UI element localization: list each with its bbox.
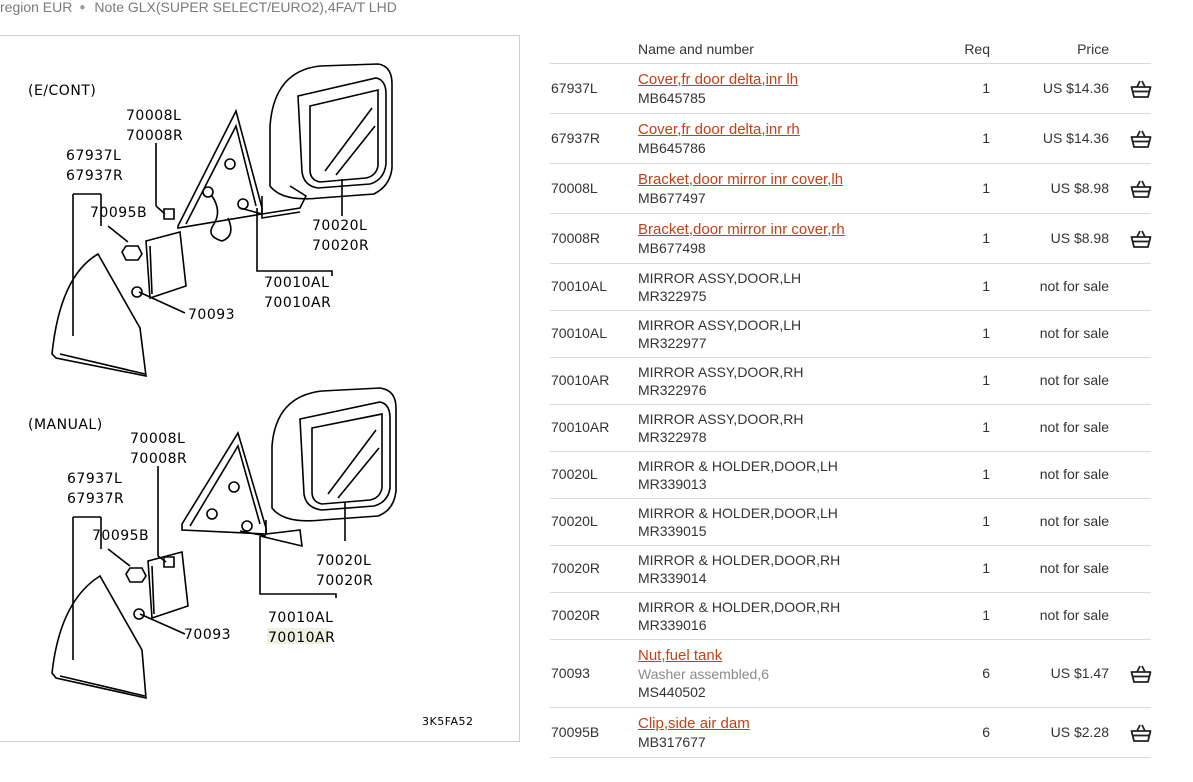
table-row [550,164,1151,214]
part-price: not for sale [1039,607,1109,623]
basket-icon[interactable] [1130,664,1152,686]
part-name-cell [638,647,769,701]
callout-70020R[interactable]: 70020R [312,238,370,254]
table-row [550,546,1151,593]
part-req: 1 [982,79,990,96]
header-price: Price [1077,41,1109,57]
part-req: 1 [982,278,990,294]
part-name-cell [638,171,843,207]
table-body [550,64,1151,758]
part-req: 6 [982,723,990,740]
part-name: MIRROR & HOLDER,DOOR,RH [638,552,841,568]
part-price: US $2.28 [1050,723,1109,740]
callout-67937L[interactable]: 67937L [67,471,123,487]
part-req: 1 [982,179,990,196]
part-number: MR322976 [638,382,707,398]
part-note: Washer assembled,6 [638,665,769,682]
part-number: MR339013 [638,476,707,492]
table-row [550,499,1151,546]
part-code[interactable]: 70020L [551,466,598,482]
part-code[interactable]: 70008R [551,229,601,246]
part-name-link[interactable]: Cover,fr door delta,inr lh [638,70,799,88]
part-name-link[interactable]: Nut,fuel tank [638,646,723,664]
part-price: US $8.98 [1050,229,1109,246]
part-price: not for sale [1039,560,1109,576]
part-name: MIRROR & HOLDER,DOOR,LH [638,505,838,521]
basket-icon[interactable] [1130,179,1152,201]
part-req: 1 [982,325,990,341]
table-row [550,593,1151,640]
part-number: MR339016 [638,617,707,633]
callout-70095B[interactable]: 70095B [92,528,150,544]
callout-70008R[interactable]: 70008R [126,128,184,144]
part-name-cell [638,457,838,493]
table-row [550,264,1151,311]
part-req: 1 [982,560,990,576]
part-code[interactable]: 70008L [551,179,598,196]
table-row [550,311,1151,358]
basket-icon[interactable] [1130,229,1152,251]
part-code[interactable]: 70095B [551,723,600,740]
part-number: MB317677 [638,733,706,750]
diagram-drawing [0,36,519,741]
part-name: MIRROR ASSY,DOOR,LH [638,270,802,286]
part-name-cell [638,316,801,352]
callout-70010AR[interactable]: 70010AR [268,630,336,646]
dot-icon: ● [79,2,86,14]
part-price: US $14.36 [1042,79,1109,96]
part-name-cell [638,121,800,157]
part-number: MB645785 [638,89,706,106]
part-req: 1 [982,466,990,482]
part-price: not for sale [1039,372,1109,388]
table-row [550,114,1151,164]
part-req: 1 [982,372,990,388]
part-price: US $8.98 [1050,179,1109,196]
part-number: MS440502 [638,683,706,700]
part-name-cell [638,715,750,751]
part-price: not for sale [1039,278,1109,294]
basket-icon[interactable] [1130,79,1152,101]
part-code[interactable]: 70020L [551,513,598,529]
part-number: MR322977 [638,335,707,351]
part-name-cell [638,71,798,107]
callout-70020R[interactable]: 70020R [316,573,374,589]
part-name-cell [638,221,845,257]
part-name-cell [638,410,803,446]
part-req: 1 [982,129,990,146]
header-name: Name and number [638,41,754,57]
part-name-link[interactable]: Bracket,door mirror inr cover,rh [638,220,845,238]
part-price: US $14.36 [1042,129,1109,146]
part-number: MB645786 [638,139,706,156]
part-code[interactable]: 70010AR [551,419,610,435]
part-name-link[interactable]: Clip,side air dam [638,714,750,732]
part-name-cell [638,598,840,634]
part-price: US $1.47 [1050,664,1109,681]
part-name: MIRROR & HOLDER,DOOR,LH [638,458,838,474]
table-row [550,405,1151,452]
part-code[interactable]: 70093 [551,664,590,681]
callout-70095B[interactable]: 70095B [90,205,148,221]
callout-70020L[interactable]: 70020L [312,218,368,234]
part-number: MR322975 [638,288,707,304]
part-name: MIRROR & HOLDER,DOOR,RH [638,599,841,615]
parts-diagram [0,35,520,742]
part-req: 1 [982,607,990,623]
diagram-section-econt: (E/CONT) [28,83,97,99]
part-number: MB677497 [638,189,706,206]
part-code[interactable]: 70020R [551,560,601,576]
part-name-link[interactable]: Cover,fr door delta,inr rh [638,120,800,138]
callout-70010AL[interactable]: 70010AL [264,275,330,291]
table-row [550,452,1151,499]
table-row [550,358,1151,405]
part-code[interactable]: 70010AL [551,278,608,294]
part-number: MR339015 [638,523,707,539]
table-row [550,640,1151,708]
breadcrumb-model[interactable]: Note GLX(SUPER SELECT/EURO2),4FA/T LHD [94,0,397,15]
part-code[interactable]: 67937R [551,129,601,146]
part-number: MR339014 [638,570,707,586]
callout-70010AR[interactable]: 70010AR [264,295,332,311]
part-number: MR322978 [638,429,707,445]
callout-70008R[interactable]: 70008R [130,451,188,467]
part-code[interactable]: 67937L [551,79,598,96]
part-name: MIRROR ASSY,DOOR,RH [638,364,804,380]
diagram-section-manual: (MANUAL) [28,417,103,433]
callout-70093[interactable]: 70093 [188,307,236,323]
breadcrumb-region[interactable]: region EUR [0,0,73,15]
part-name: MIRROR ASSY,DOOR,LH [638,317,802,333]
basket-icon[interactable] [1130,723,1152,745]
part-req: 1 [982,419,990,435]
basket-icon[interactable] [1130,129,1152,151]
part-name: MIRROR ASSY,DOOR,RH [638,411,804,427]
breadcrumb [0,0,397,18]
callout-67937R[interactable]: 67937R [67,491,125,507]
part-name-cell [638,504,838,540]
part-number: MB677498 [638,239,706,256]
part-req: 1 [982,229,990,246]
part-name-cell [638,269,801,305]
part-req: 1 [982,513,990,529]
callout-67937R[interactable]: 67937R [66,168,124,184]
callout-70093[interactable]: 70093 [184,627,232,643]
diagram-code: 3K5FA52 [422,715,474,728]
header-req: Req [964,41,990,57]
part-price: not for sale [1039,513,1109,529]
table-row [550,64,1151,114]
callout-67937L[interactable]: 67937L [66,148,122,164]
part-name-link[interactable]: Bracket,door mirror inr cover,lh [638,170,844,188]
part-price: not for sale [1039,419,1109,435]
part-price: not for sale [1039,325,1109,341]
parts-table [550,35,1151,758]
part-price: not for sale [1039,466,1109,482]
part-code[interactable]: 70020R [551,607,601,623]
callout-70008L[interactable]: 70008L [126,108,182,124]
callout-70020L[interactable]: 70020L [316,553,372,569]
callout-70010AL[interactable]: 70010AL [268,610,334,626]
callout-70008L[interactable]: 70008L [130,431,186,447]
part-code[interactable]: 70010AR [551,372,610,388]
table-row [550,214,1151,264]
part-name-cell [638,551,840,587]
part-name-cell [638,363,803,399]
part-req: 6 [982,664,990,681]
table-row [550,708,1151,758]
table-header [550,35,1151,64]
part-code[interactable]: 70010AL [551,325,608,341]
